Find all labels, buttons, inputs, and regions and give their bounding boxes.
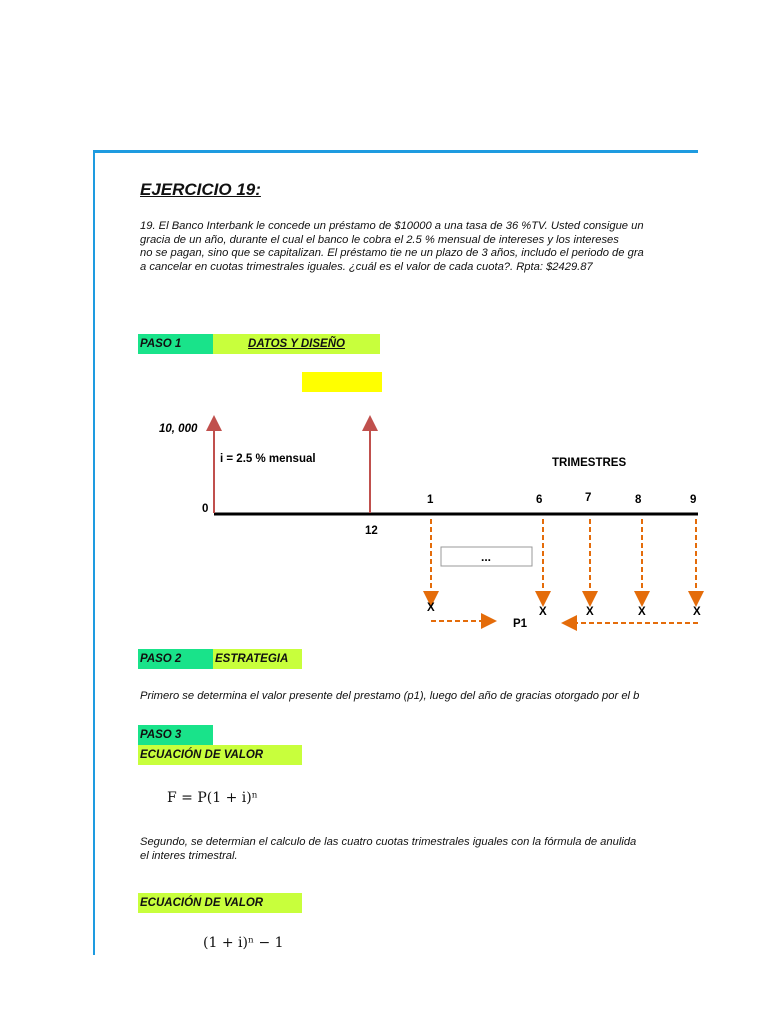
cash-flow-diagram: [93, 395, 701, 635]
ecuacion-label: ECUACIÓN DE VALOR: [138, 893, 302, 913]
unit-label: TRIMESTRES: [552, 457, 627, 469]
tick-twelve: 12: [365, 525, 378, 537]
exercise-title: EJERCICIO 19:: [140, 180, 261, 199]
tick-7: 7: [585, 492, 592, 504]
annuity-formula: (1 + i)ⁿ − 1: [203, 935, 284, 951]
problem-statement: [140, 220, 644, 274]
tick-zero: 0: [202, 503, 209, 515]
compound-formula: F = P(1 + i)ⁿ: [167, 790, 258, 806]
ellipsis-text: ...: [480, 550, 492, 564]
payment-x: X: [539, 606, 547, 618]
payment-x: X: [586, 606, 594, 618]
tick-1: 1: [427, 494, 434, 506]
second-step-text: [140, 836, 636, 863]
paso3-title: ECUACIÓN DE VALOR: [138, 745, 302, 765]
paso1-title: DATOS Y DISEÑO: [213, 334, 380, 354]
worksheet: [93, 150, 701, 955]
amount-label: 10, 000: [159, 423, 198, 435]
problem-line: no se pagan, sino que se capitalizan. El préstamo tie ne un plazo de 3 años, includo el periodo de gra: [140, 247, 644, 259]
paso2-title: ESTRATEGIA: [213, 649, 302, 669]
tick-8: 8: [635, 494, 642, 506]
problem-line: a cancelar en cuotas trimestrales iguales. ¿cuál es el valor de cada cuota?. Rpta: $2429.87: [140, 260, 593, 273]
payment-x: X: [693, 606, 701, 618]
paso2-label: PASO 2: [138, 649, 213, 669]
paso1-label: PASO 1: [138, 334, 213, 354]
strategy-text: Primero se determina el valor presente del prestamo (p1), luego del año de gracias otorgado por el b: [140, 690, 640, 702]
rate-label: i = 2.5 % mensual: [220, 453, 316, 465]
problem-line: gracia de un año, durante el cual el banco le cobra el 2.5 % mensual de intereses y los intereses: [140, 233, 619, 246]
second-line: Segundo, se determian el calculo de las cuatro cuotas trimestrales iguales con la fórmula de anulida: [140, 836, 637, 848]
tick-6: 6: [536, 494, 543, 506]
sheet-left-border: [93, 150, 95, 955]
sheet-top-border: [93, 150, 698, 153]
p1-label: P1: [513, 618, 528, 630]
second-line: el interes trimestral.: [140, 849, 238, 862]
payment-x: X: [638, 606, 646, 618]
payment-x: X: [427, 602, 435, 614]
highlight-cell: [302, 372, 382, 392]
problem-line: 19. El Banco Interbank le concede un préstamo de $10000 a una tasa de 36 %TV. Usted consigue un: [140, 220, 644, 232]
paso3-label: PASO 3: [138, 725, 213, 745]
tick-9: 9: [690, 494, 697, 506]
